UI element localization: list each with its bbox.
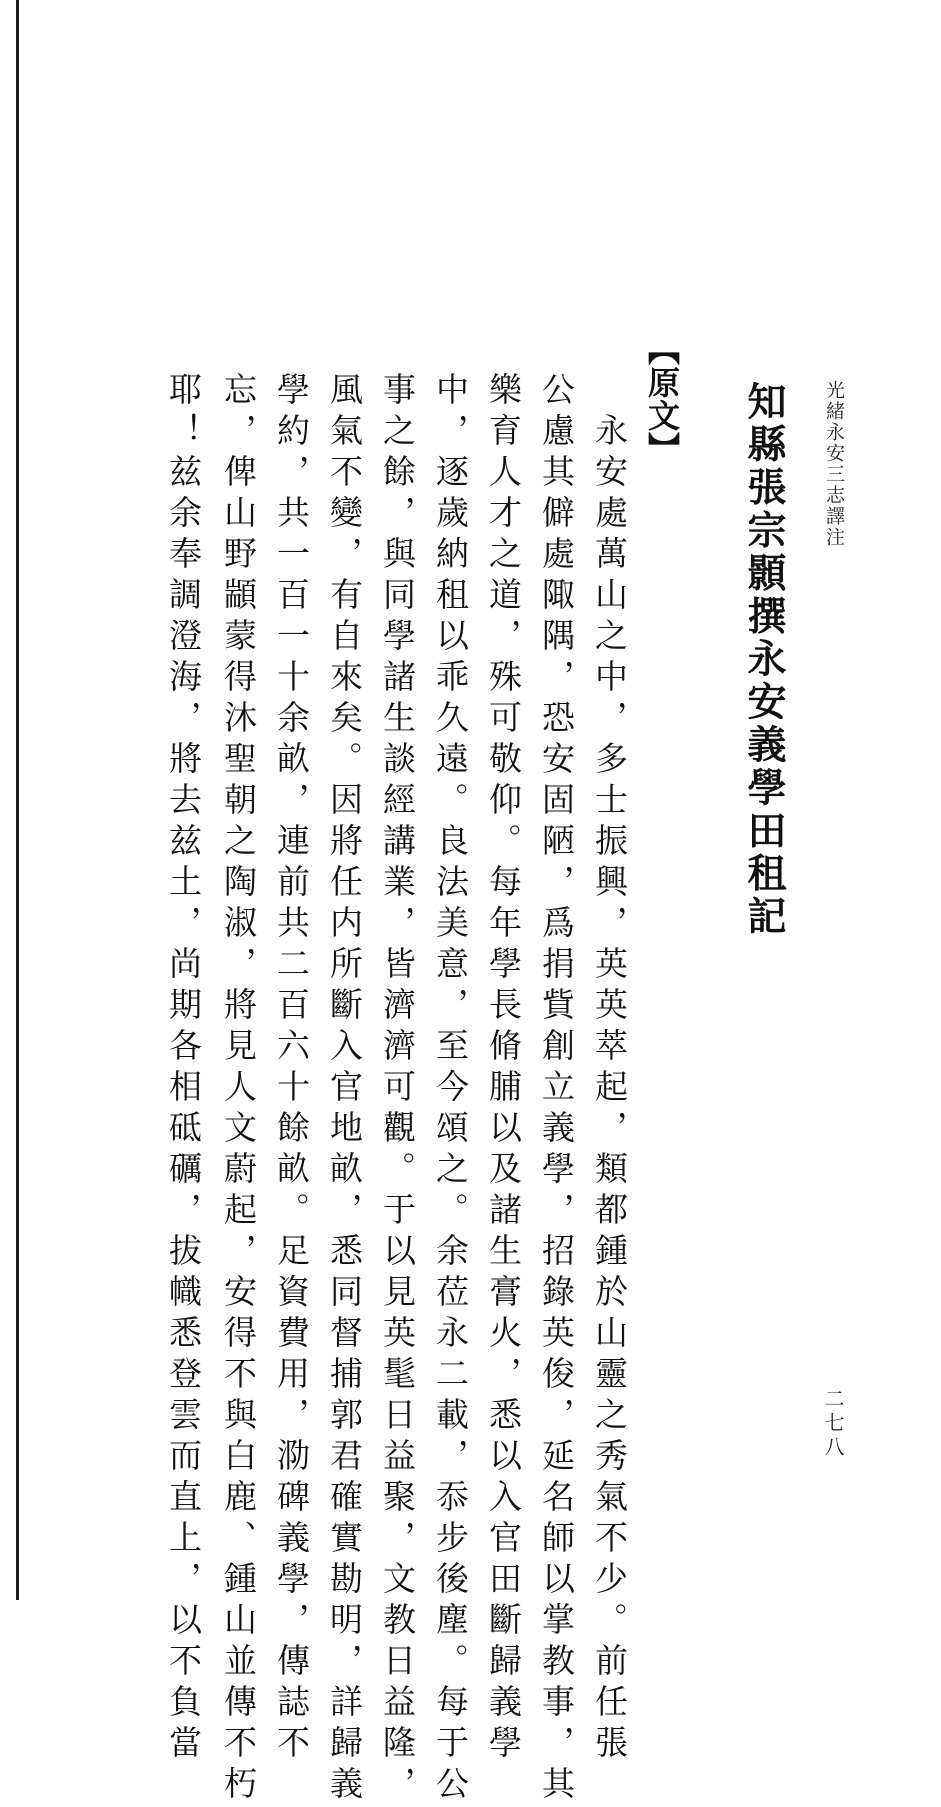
text-line-8: 忘，俾山野顓蒙得沐聖朝之陶淑，將見人文蔚起，安得不與白鹿、鍾山並傳不朽 bbox=[219, 372, 258, 1807]
text-line-5: 事之餘，與同學諸生談經講業，皆濟濟可觀。于以見英髦日益聚，文教日益隆， bbox=[378, 372, 417, 1807]
text-line-6: 風氣不變，有自來矣。因將任内所斷入官地畝，悉同督捕郭君確實勘明，詳歸義 bbox=[325, 372, 364, 1807]
text-line-2: 公慮其僻處陬隅，恐安固陋，爲捐貲創立義學，招錄英俊，延名師以掌教事，其 bbox=[537, 372, 576, 1807]
page-edge-line bbox=[16, 0, 19, 1600]
section-label: 【原文】 bbox=[643, 333, 681, 465]
running-head: 光緒永安三志譯注 bbox=[823, 380, 845, 548]
text-line-3: 樂育人才之道，殊可敬仰。每年學長脩脯以及諸生膏火，悉以入官田斷歸義學 bbox=[484, 372, 523, 1766]
text-line-9: 耶！兹余奉調澄海，將去兹土，尚期各相砥礪，拔幟悉登雲而直上，以不負當 bbox=[164, 372, 203, 1766]
text-line-7: 學約，共一百一十余畝，連前共二百六十餘畝。足資費用，泐碑義學，傳誌不 bbox=[272, 372, 311, 1766]
text-line-1: 永安處萬山之中，多士振興，英英萃起，類都鍾於山靈之秀氣不少。前任張 bbox=[590, 372, 629, 1766]
article-title: 知縣張宗顥撰永安義學田租記 bbox=[741, 381, 787, 939]
page-number: 二七八 bbox=[821, 1388, 845, 1460]
text-line-4: 中，逐歲納租以乖久遠。良法美意，至今頌之。余莅永二載，忝步後塵。每于公 bbox=[431, 372, 470, 1807]
